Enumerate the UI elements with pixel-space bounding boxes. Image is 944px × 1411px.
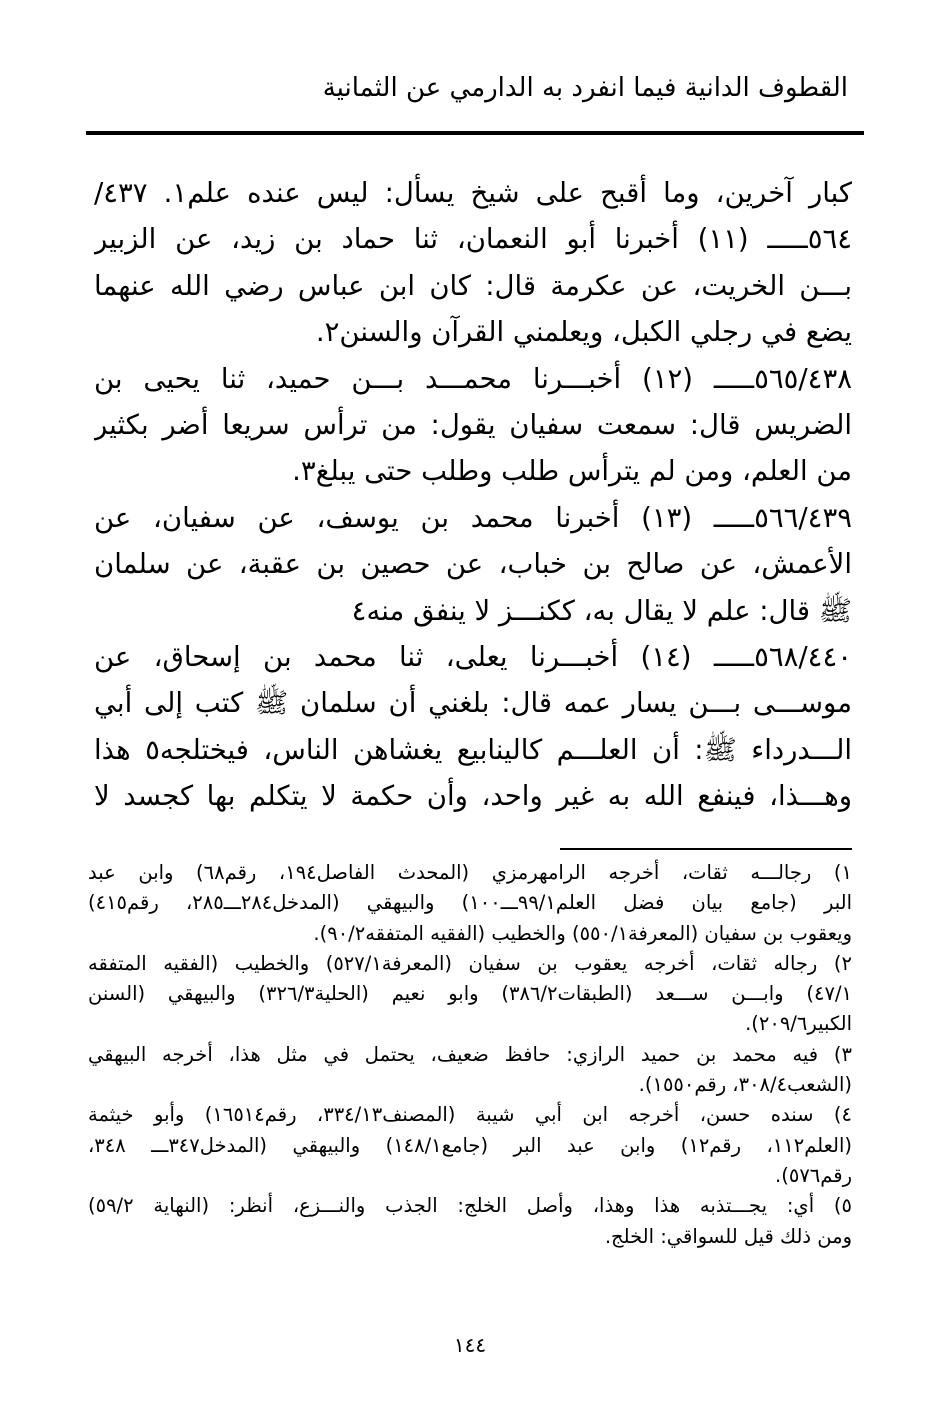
running-header: القطوف الدانية فيما انفرد به الدارمي عن الثمانية [322,73,848,103]
body-line: الضريس قال: سمعت سفيان يقول: من ترأس سريعا أضر بكثير [94,408,852,441]
footnote-line: (الشعب٣٠٨/٤، رقم١٥٥٠). [638,1073,852,1097]
footnote-line: رقم٥٧٦). [775,1163,852,1187]
body-line: ٥٦٤ـــــ (١١) أخبرنا أبو النعمان، ثنا حماد بن زيد، عن الزبير [94,223,852,256]
body-line: الأعمش، عن صالح بن خباب، عن حصين بن عقبة، عن سلمان [94,548,852,581]
footnote-line: ومن ذلك قيل للسواقي: الخلج. [604,1224,852,1248]
footnote-line: الكبير٢٠٩/٦). [745,1012,852,1036]
footnotes [88,858,852,1252]
body-line: ٥٦٨/٤٤٠ـــــ (١٤) أخبـــرنا يعلى، ثنا محمد بن إسحاق، عن [94,640,852,673]
body-line: من العلم، ومن لم يترأس طلب وطلب حتى يبلغ٣. [292,455,852,488]
footnote-line: ويعقوب بن سفيان (المعرفة٥٥٠/١) والخطيب (الفقيه المتفقه٩٠/٢). [313,921,852,945]
footnote-line: ١) رجالـــه ثقات، أخرجه الرامهرمزي (المحدث الفاصل١٩٤، رقم٦٨) وابن عبد [88,861,852,884]
main-text [94,170,852,819]
body-line: ٥٦٥/٤٣٨ـــــ (١٢) أخبـــرنا محمـــد بـــن حميد، ثنا يحيى بن [94,362,852,395]
footnote-line: ٤٧/١) وابـــن ســـعد (الطبقات٣٨٦/٢) وابو نعيم (الحلية٣٢٦/٣) والبيهقي (السنن [88,982,852,1006]
body-line: ٥٦٦/٤٣٩ـــــ (١٣) أخبرنا محمد بن يوسف، عن سفيان، عن [94,501,852,534]
footnote-line: ٤) سنده حسن، أخرجه ابن أبي شيبة (المصنف٣٣٤/١٣، رقم١٦٥١٤) وأبو خيثمة [88,1103,852,1127]
body-line: بـــن الخريت، عن عكرمة قال: كان ابن عباس رضي الله عنهما [94,269,852,302]
footnote-line: ٣) فيه محمد بن حميد الرازي: حافظ ضعيف، يحتمل في مثل هذا، أخرجه البيهقي [88,1042,852,1066]
footnote-line: ٢) رجاله ثقات، أخرجه يعقوب بن سفيان (المعرفة٥٢٧/١) والخطيب (الفقيه المتفقه [88,951,852,975]
footnote-line: البر (جامع بيان فضل العلم٩٩/١ـــ١٠٠) والبيهقي (المدخل٢٨٤ـــ٢٨٥، رقم٤١٥) [88,891,852,915]
body-line: وهـــذا، فينفع الله به غير واحد، وأن حكمة لا يتكلم بها كجسد لا [94,780,852,813]
footnote-separator [560,848,852,850]
body-line: كبار آخرين، وما أقبح على شيخ يسأل: ليس عنده علم١. ٤٣٧/ [94,177,852,209]
body-line: ﷺ قال: علم لا يقال به، ككنـــز لا ينفق منه٤ [351,594,852,627]
body-line: الـــدرداء ﷺ: أن العلـــم كالينابيع يغشاهن الناس، فيختلجه٥ هذا [94,733,852,766]
body-line: يضع في رجلي الكبل، ويعلمني القرآن والسنن٢. [315,316,852,349]
header-rule [86,131,864,135]
page-number: ١٤٤ [453,1333,487,1357]
footnote-line: ٥) أي: يجـــتذبه هذا وهذا، وأصل الخلج: الجذب والنـــزع، أنظر: (النهاية ٥٩/٢) [88,1194,852,1218]
footnote-line: (العلم١١٢، رقم١٢) وابن عبد البر (جامع١٤٨/١) والبيهقي (المدخل٣٤٧ـــ ٣٤٨، [88,1133,852,1157]
body-line: موســـى بـــن يسار عمه قال: بلغني أن سلمان ﷺ كتب إلى أبي [94,687,852,720]
